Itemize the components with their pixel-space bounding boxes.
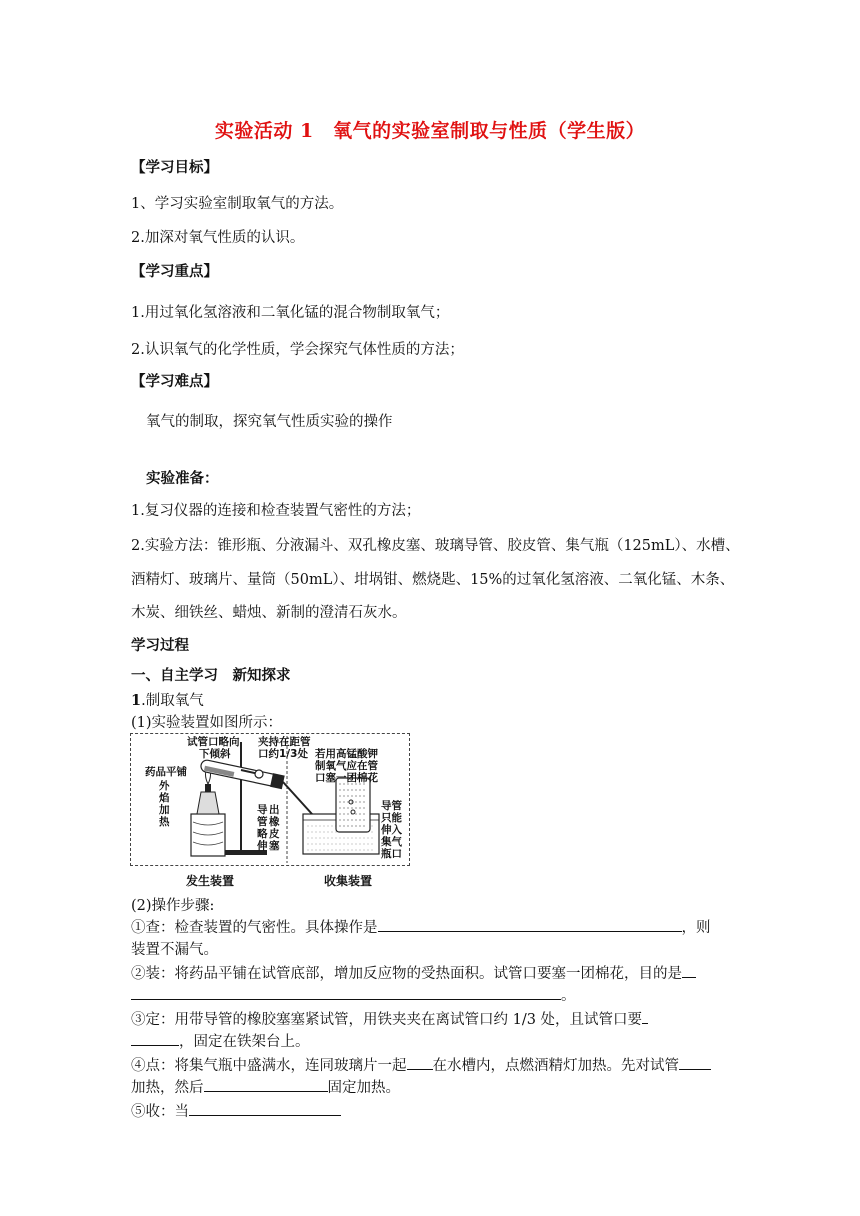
caption-collection-apparatus: 收集装置 (324, 874, 373, 888)
label-spread: 药品平铺 (145, 766, 187, 778)
apparatus-figure (130, 733, 410, 866)
label-char: 塞 (269, 840, 280, 852)
label-line: 口约1/3处 (258, 748, 308, 760)
step-1-text-a: ①查：检查装置的气密性。具体操作是 (131, 920, 378, 936)
label-line: 只能 (381, 812, 402, 824)
answer-blank[interactable] (131, 985, 561, 1000)
answer-blank[interactable] (378, 917, 682, 932)
objectives-heading: 【学习目标】 (131, 159, 218, 176)
section-1-heading: 一、自主学习 新知探求 (131, 667, 291, 684)
step-3-text-a: ③定：用带导管的橡胶塞塞紧试管，用铁夹夹在离试管口约 1/3 处，且试管口要 (131, 1012, 643, 1028)
answer-blank[interactable] (204, 1077, 328, 1092)
preparation-item-2-line3: 木炭、细铁丝、蜡烛、新制的澄清石灰水。 (131, 605, 407, 621)
step-1-text-b: ，则 (681, 920, 711, 936)
answer-blank[interactable] (131, 1031, 179, 1046)
subsection-1-number: 1 (131, 692, 142, 709)
label-line: 集气 (381, 836, 402, 848)
answer-blank[interactable] (189, 1101, 341, 1116)
key-point-item-2: 2.认识氧气的化学性质，学会探究气体性质的方法； (131, 342, 464, 358)
objective-item-2: 2.加深对氧气性质的认识。 (131, 230, 305, 246)
label-char: 略 (257, 828, 268, 840)
label-outer-flame (159, 780, 171, 828)
step-2-text-b: 。 (561, 988, 576, 1004)
step-4-text-a: ④点：将集气瓶中盛满水，连同玻璃片一起 (131, 1058, 407, 1074)
subsection-1-text: .制取氧气 (141, 693, 204, 709)
label-char: 热 (159, 816, 170, 828)
label-line: 试管口略向 (187, 736, 240, 748)
label-line: 若用高锰酸钾 (315, 748, 378, 760)
objective-item-1: 1、学习实验室制取氧气的方法。 (131, 196, 344, 212)
difficulties-heading: 【学习难点】 (131, 373, 218, 390)
answer-blank[interactable] (407, 1055, 433, 1070)
label-kmno4-note (315, 748, 378, 784)
key-point-item-1: 1.用过氧化氢溶液和二氧化锰的混合物制取氧气； (131, 305, 450, 321)
label-char: 导 (257, 804, 268, 816)
label-char: 皮 (269, 828, 280, 840)
label-line: 口塞一团棉花 (315, 772, 378, 784)
step-4-text-c: 加热，然后 (131, 1080, 204, 1096)
label-char: 出 (269, 804, 280, 816)
step-1-line1 (131, 916, 711, 937)
label-char: 伸 (257, 840, 268, 852)
step-3-line1 (131, 1008, 648, 1029)
key-points-heading: 【学习重点】 (131, 263, 218, 280)
caption-generation-apparatus: 发生装置 (186, 874, 235, 888)
label-line: 瓶口 (381, 848, 402, 860)
label-line: 伸入 (381, 824, 402, 836)
steps-heading: (2)操作步骤: (131, 898, 215, 914)
step-3-text-b: ，固定在铁架台上。 (179, 1034, 310, 1050)
step-1-line2: 装置不漏气。 (131, 942, 218, 958)
step-5-text-a: ⑤收：当 (131, 1104, 189, 1120)
preparation-item-1: 1.复习仪器的连接和检查装置气密性的方法； (131, 503, 421, 519)
label-char: 焰 (159, 792, 170, 804)
label-line: 夹持在距管 (258, 736, 311, 748)
step-4-line2 (131, 1076, 400, 1097)
label-line: 下倾斜 (199, 748, 231, 760)
preparation-item-2-line2: 酒精灯、玻璃片、量筒（50mL）、坩埚钳、燃烧匙、15%的过氧化氢溶液、二氧化锰、木条、 (131, 572, 735, 588)
label-char: 加 (159, 804, 170, 816)
preparation-heading: 实验准备： (146, 470, 219, 487)
answer-blank[interactable] (679, 1055, 711, 1070)
step-3-line2 (131, 1030, 310, 1051)
difficulties-text: 氧气的制取，探究氧气性质实验的操作 (146, 414, 393, 430)
step-4-text-b: 在水槽内，点燃酒精灯加热。先对试管 (432, 1058, 679, 1074)
label-line: 导管 (381, 800, 402, 812)
label-char: 管 (257, 816, 268, 828)
step-2-text-a: ②装：将药品平铺在试管底部，增加反应物的受热面积。试管口要塞一团棉花，目的是 (131, 966, 682, 982)
subsection-1-heading (131, 689, 204, 710)
step-5-line1 (131, 1100, 341, 1121)
step-2-line2 (131, 984, 576, 1005)
answer-blank[interactable] (642, 1009, 648, 1024)
process-heading: 学习过程 (131, 637, 189, 654)
answer-blank[interactable] (682, 963, 696, 978)
preparation-item-2-line1: 2.实验方法：锥形瓶、分液漏斗、双孔橡皮塞、玻璃导管、胶皮管、集气瓶（125mL）、水槽、 (131, 538, 740, 554)
step-4-text-d: 固定加热。 (327, 1080, 400, 1096)
label-pipe-into (381, 800, 402, 860)
label-clamp-position (258, 736, 311, 760)
label-line: 制氧气应在管 (315, 760, 378, 772)
setup-text: (1)实验装置如图所示： (131, 715, 283, 731)
step-4-line1 (131, 1054, 711, 1075)
label-char: 橡 (269, 816, 280, 828)
label-char: 外 (159, 780, 170, 792)
label-tube-tilt (187, 736, 240, 760)
document-title: 实验活动 1 氧气的实验室制取与性质（学生版） (214, 120, 646, 142)
step-2-line1 (131, 962, 696, 983)
